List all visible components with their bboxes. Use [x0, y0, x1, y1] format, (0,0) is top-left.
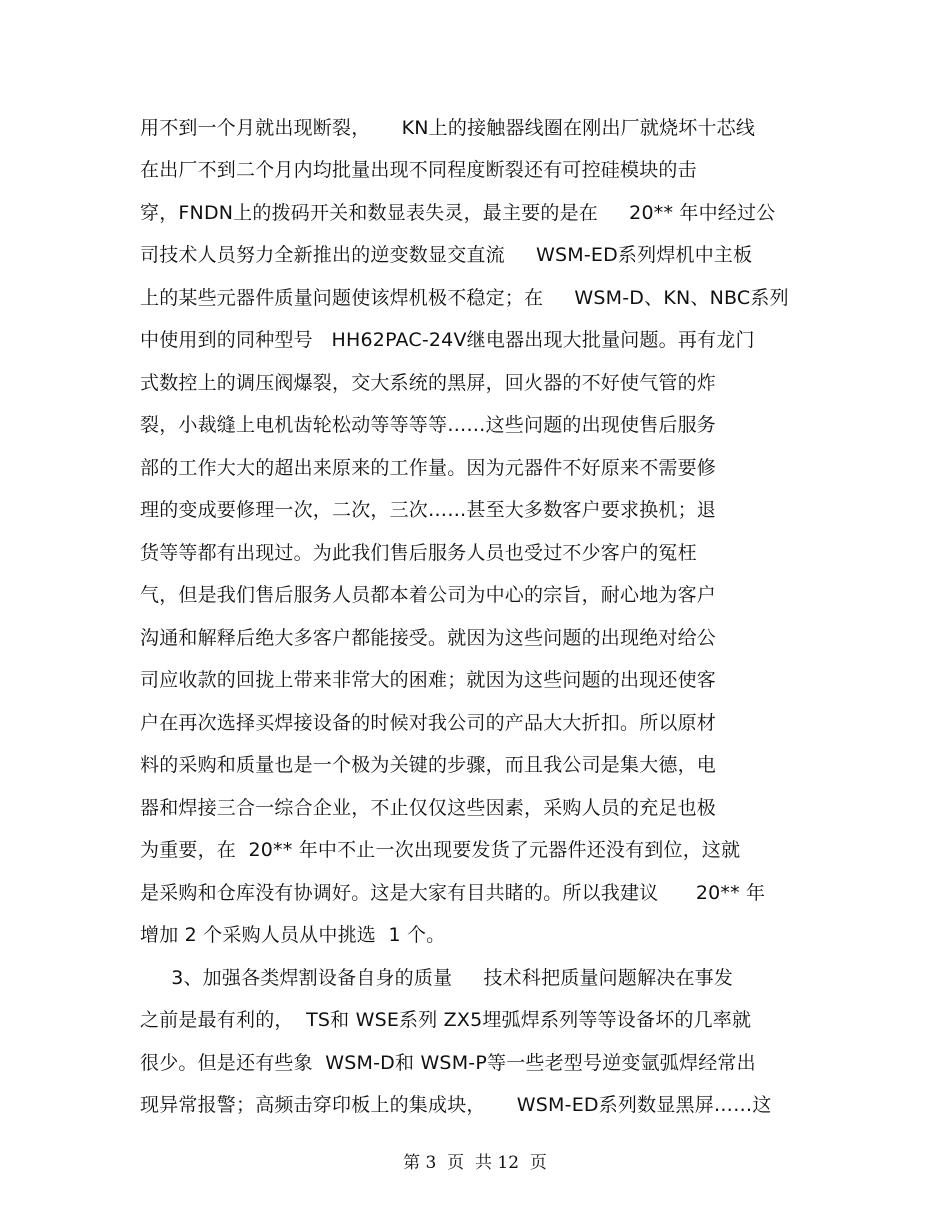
- body-text-line: 器和焊接三合一综合企业，不止仅仅这些因素，采购人员的充足也极: [140, 797, 717, 819]
- section-heading-line: 3、加强各类焊割设备自身的质量 技术科把质量问题解决在事发: [140, 967, 734, 989]
- body-text-line: 之前是最有利的， TS和 WSE系列 ZX5埋弧焊系列等等设备坏的几率就: [140, 1009, 752, 1031]
- body-text-line: 用不到一个月就出现断裂， KN上的接触器线圈在刚出厂就烧坏十芯线: [140, 117, 756, 139]
- body-text-line: 司应收款的回拢上带来非常大的困难；就因为这些问题的出现还使客: [140, 669, 717, 691]
- body-text-line: 气，但是我们售后服务人员都本着公司为中心的宗旨，耐心地为客户: [140, 584, 717, 606]
- page-number-footer: 第 3 页 共 12 页: [403, 1153, 547, 1173]
- body-text-line: 现异常报警；高频击穿印板上的集成块， WSM-ED系列数显黑屏……这: [140, 1094, 772, 1116]
- body-text-line: 增加 2 个采购人员从中挑选 1 个。: [140, 924, 446, 946]
- body-text-line: 上的某些元器件质量问题使该焊机极不稳定；在 WSM-D、KN、NBC系列: [140, 287, 789, 309]
- body-text-line: 货等等都有出现过。为此我们售后服务人员也受过不少客户的冤枉: [140, 542, 697, 564]
- body-text-line: 穿，FNDN上的拨码开关和数显表失灵，最主要的是在 20** 年中经过公: [140, 202, 776, 224]
- body-text-line: 司技术人员努力全新推出的逆变数显交直流 WSM-ED系列焊机中主板: [140, 244, 753, 266]
- body-text-line: 中使用到的同种型号 HH62PAC-24V继电器出现大批量问题。再有龙门: [140, 329, 755, 351]
- body-text-line: 沟通和解释后绝大多客户都能接受。就因为这些问题的出现绝对给公: [140, 627, 717, 649]
- body-text-line: 为重要，在 20** 年中不止一次出现要发货了元器件还没有到位，这就: [140, 839, 741, 861]
- body-text-line: 户在再次选择买焊接设备的时候对我公司的产品大大折扣。所以原材: [140, 712, 717, 734]
- body-text-line: 在出厂不到二个月内均批量出现不同程度断裂还有可控硅模块的击: [140, 159, 697, 181]
- body-text-line: 料的采购和质量也是一个极为关键的步骤，而且我公司是集大德，电: [140, 754, 717, 776]
- body-text-line: 部的工作大大的超出来原来的工作量。因为元器件不好原来不需要修: [140, 457, 717, 479]
- body-text-line: 是采购和仓库没有协调好。这是大家有目共睹的。所以我建议 20** 年: [140, 882, 766, 904]
- body-text-line: 式数控上的调压阀爆裂，交大系统的黑屏，回火器的不好使气管的炸: [140, 372, 717, 394]
- body-text-line: 理的变成要修理一次，二次，三次……甚至大多数客户要求换机；退: [140, 499, 717, 521]
- body-text-line: 很少。但是还有些象 WSM-D和 WSM-P等一些老型号逆变氩弧焊经常出: [140, 1052, 756, 1074]
- body-text-line: 裂，小裁缝上电机齿轮松动等等等等……这些问题的出现使售后服务: [140, 414, 717, 436]
